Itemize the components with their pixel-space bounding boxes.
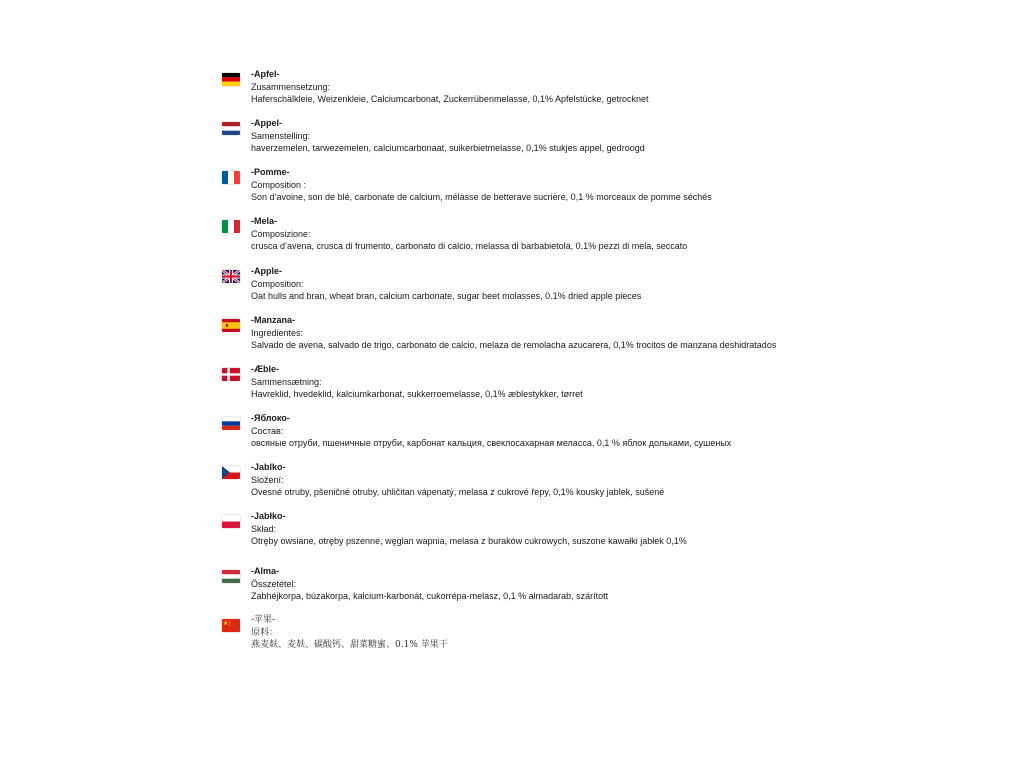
russia-flag-icon bbox=[222, 417, 240, 430]
entry-label: Состав: bbox=[251, 425, 284, 436]
entry-content: 燕麦麸、麦麸、碳酸钙、甜菜糖蜜、0.1% 苹果干 bbox=[251, 640, 448, 650]
china-flag-icon bbox=[222, 619, 240, 632]
germany-flag-icon bbox=[222, 73, 240, 86]
entry-label: Composition : bbox=[251, 179, 307, 190]
poland-flag-icon bbox=[222, 515, 240, 528]
spain-flag-icon bbox=[222, 319, 240, 332]
entry-title: -Яблоко- bbox=[251, 413, 290, 423]
entry-title: -Apfel- bbox=[251, 69, 280, 79]
italy-flag-icon bbox=[222, 220, 240, 233]
entry-content: Ovesné otruby, pšeničné otruby, uhličitan vápenatý, melasa z cukrové řepy, 0,1% kousky jablek, sušené bbox=[251, 487, 665, 497]
uk-flag-icon bbox=[222, 270, 240, 283]
entry-title: -Mela- bbox=[251, 216, 278, 226]
netherlands-flag-icon bbox=[222, 122, 240, 135]
entry-label: Samenstelling: bbox=[251, 130, 311, 141]
entry-content: Salvado de avena, salvado de trigo, carbonato de calcio, melaza de remolacha azucarera, 0,1% trocitos de manzana deshidratados bbox=[251, 340, 777, 350]
entry-label: 原料： bbox=[251, 627, 279, 638]
entry-title: -Appel- bbox=[251, 118, 282, 128]
entry-content: Son d’avoine, son de blé, carbonate de calcium, mélasse de betterave sucrière, 0,1 % morceaux de pomme séchés bbox=[251, 192, 712, 202]
entry-content: Haferschälkleie, Weizenkleie, Calciumcarbonat, Zuckerrübenmelasse, 0,1% Apfelstücke, getrocknet bbox=[251, 94, 649, 104]
entry-content: овсяные отруби, пшеничные отруби, карбонат кальция, свеклосахарная меласса, 0,1 % яблок дольками, сушеных bbox=[251, 438, 732, 448]
entry-title: -Jabłko- bbox=[251, 511, 286, 521]
entry-label: Sammensætning: bbox=[251, 376, 322, 387]
entry-title: -Apple- bbox=[251, 266, 282, 276]
entry-content: Otręby owsiane, otręby pszenne, węglan wapnia, melasa z buraków cukrowych, suszone kawałki jabłek 0,1% bbox=[251, 536, 687, 546]
france-flag-icon bbox=[222, 171, 240, 184]
entry-content: Havreklid, hvedeklid, kalciumkarbonat, sukkerroemelasse, 0,1% æblestykker, tørret bbox=[251, 389, 583, 399]
denmark-flag-icon bbox=[222, 368, 240, 381]
entry-title: -Æble- bbox=[251, 364, 279, 374]
entry-label: Ingredientes: bbox=[251, 327, 304, 338]
entry-label: Skład: bbox=[251, 523, 277, 534]
entry-content: crusca d’avena, crusca di frumento, carbonato di calcio, melassa di barbabietola, 0,1% pezzi di mela, seccato bbox=[251, 241, 688, 251]
entry-title: -Jablko- bbox=[251, 462, 286, 472]
entry-label: Zusammensetzung: bbox=[251, 81, 331, 92]
czech-flag-icon bbox=[222, 466, 240, 479]
entry-label: Composition: bbox=[251, 278, 304, 289]
entry-content: haverzemelen, tarwezemelen, calciumcarbonaat, suikerbietmelasse, 0,1% stukjes appel, gedroogd bbox=[251, 143, 645, 153]
entry-label: Složení: bbox=[251, 474, 284, 485]
entry-title: -Pomme- bbox=[251, 167, 290, 177]
hungary-flag-icon bbox=[222, 570, 240, 583]
entry-title: -Alma- bbox=[251, 566, 280, 576]
entry-title: -Manzana- bbox=[251, 315, 296, 325]
entry-content: Oat hulls and bran, wheat bran, calcium carbonate, sugar beet molasses, 0.1% dried apple pieces bbox=[251, 291, 642, 301]
entry-content: Zabhéjkorpa, búzakorpa, kalcium-karbonát, cukorrépa-melasz, 0,1 % almadarab, szárított bbox=[251, 591, 609, 601]
entry-title: -苹果- bbox=[251, 615, 276, 625]
entry-label: Composizione: bbox=[251, 228, 311, 239]
entry-label: Összetétel: bbox=[251, 578, 297, 589]
